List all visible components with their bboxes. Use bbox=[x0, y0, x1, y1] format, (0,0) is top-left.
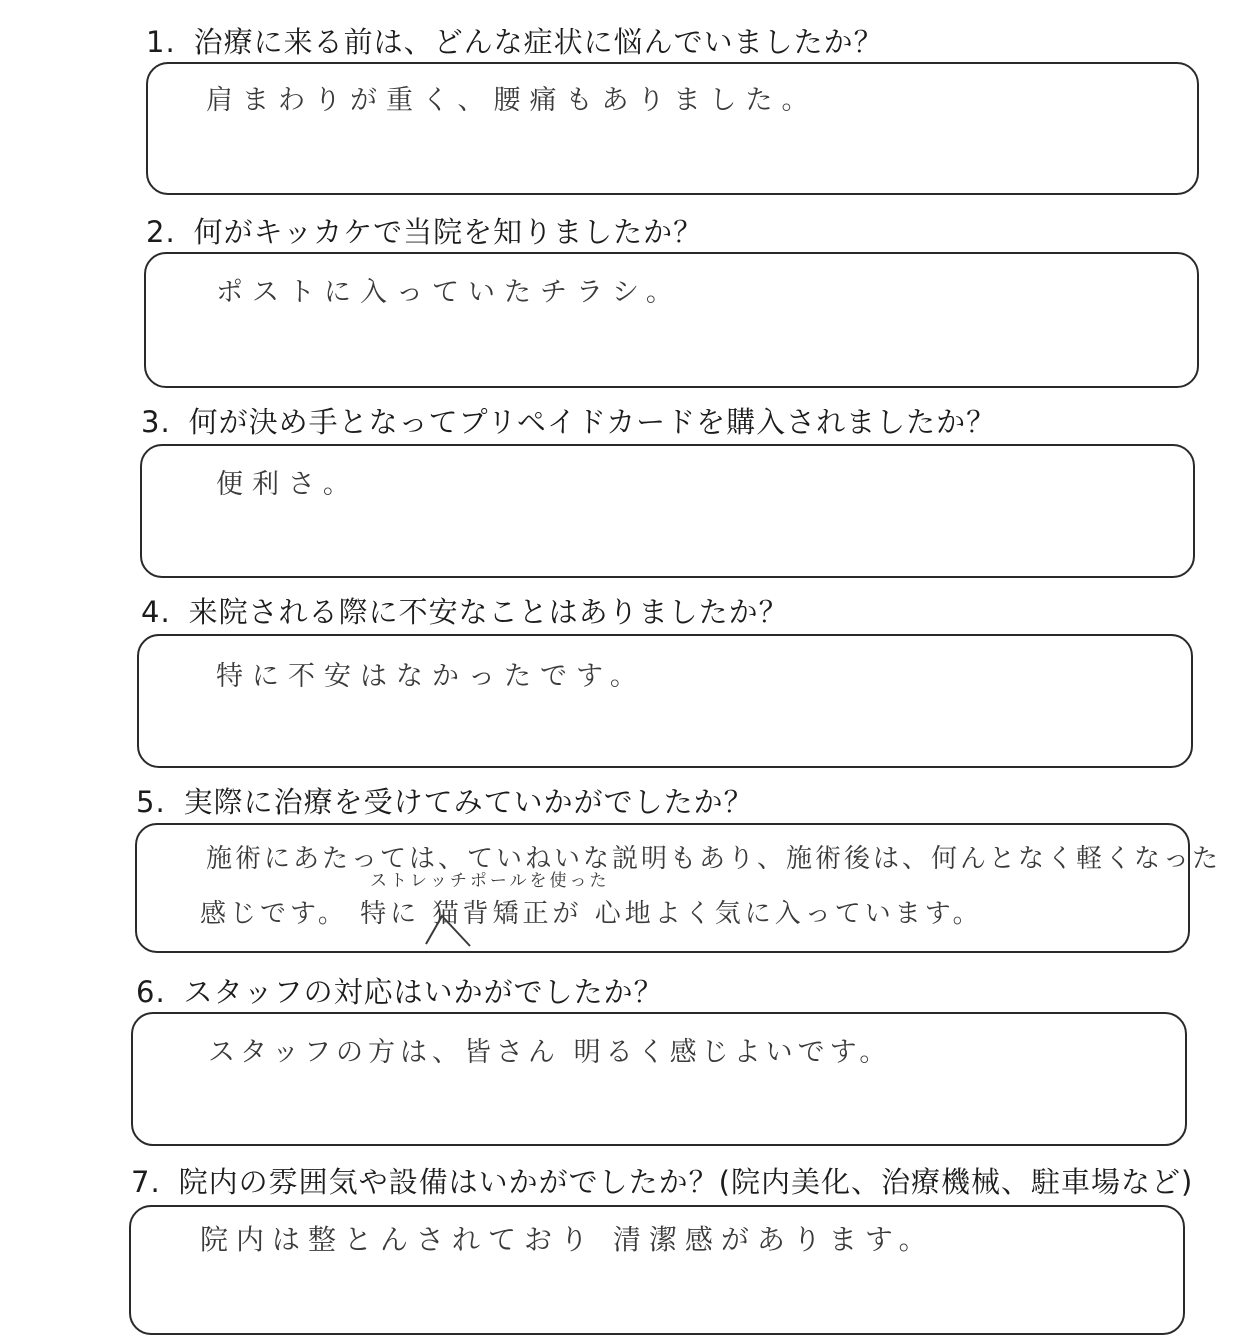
question-5 bbox=[136, 780, 754, 821]
answer-text-5-line-2: 感じです。 特に 猫背矯正が 心地よく気に入っています。 bbox=[200, 899, 983, 929]
question-4 bbox=[141, 590, 789, 631]
question-text: 来院される際に不安なことはありましたか？ bbox=[188, 595, 789, 629]
question-text: スタッフの対応はいかがでしたか？ bbox=[183, 975, 664, 1009]
insertion-caret-mark bbox=[420, 910, 480, 950]
answer-text-3: 便利さ。 bbox=[216, 469, 359, 500]
question-text: 実際に治療を受けてみていかがでしたか？ bbox=[183, 785, 754, 819]
question-3 bbox=[141, 400, 996, 441]
question-number: 6. bbox=[136, 975, 166, 1009]
question-text: 治療に来る前は、どんな症状に悩んでいましたか？ bbox=[193, 25, 884, 59]
answer-text-2: ポストに入っていたチラシ。 bbox=[216, 277, 682, 308]
question-number: 1. bbox=[146, 25, 176, 59]
question-number: 5. bbox=[136, 785, 166, 819]
question-2 bbox=[146, 210, 703, 251]
question-number: 3. bbox=[141, 405, 171, 439]
question-number: 4. bbox=[141, 595, 171, 629]
question-number: 2. bbox=[146, 215, 176, 249]
answer-text-6: スタッフの方は、皆さん 明るく感じよいです。 bbox=[208, 1037, 892, 1068]
question-1 bbox=[146, 20, 884, 61]
answer-text-7: 院内は整とんされており 清潔感があります。 bbox=[200, 1223, 935, 1256]
question-text: 院内の雰囲気や設備はいかがでしたか？(院内美化、治療機械、駐車場など) bbox=[178, 1165, 1194, 1199]
answer-text-5-line-1: 施術にあたっては、ていねいな説明もあり、施術後は、何んとなく軽くなった bbox=[206, 844, 1222, 874]
question-6 bbox=[136, 970, 664, 1011]
question-text: 何がキッカケで当院を知りましたか？ bbox=[193, 215, 704, 249]
answer-text-1: 肩まわりが重く、腰痛もありました。 bbox=[206, 85, 818, 116]
question-number: 7. bbox=[131, 1165, 161, 1199]
question-text: 何が決め手となってプリペイドカードを購入されましたか？ bbox=[188, 405, 997, 439]
answer-text-5-insert: ストレッチポールを使った bbox=[370, 871, 610, 891]
answer-text-4: 特に不安はなかったです。 bbox=[216, 661, 646, 692]
question-7 bbox=[131, 1160, 1193, 1201]
